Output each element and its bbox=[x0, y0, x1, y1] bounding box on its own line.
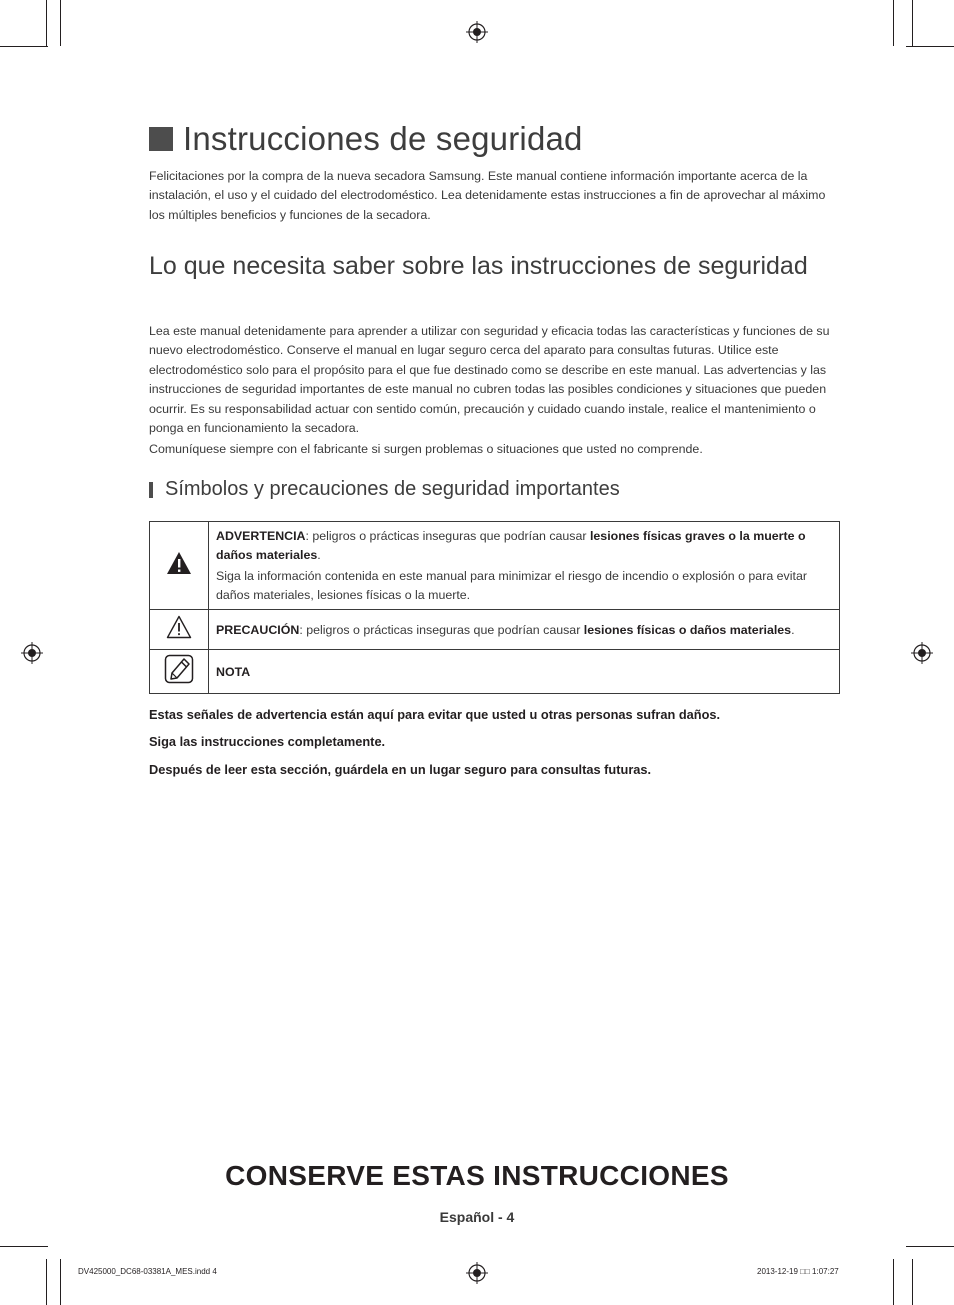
title-square-icon bbox=[149, 127, 173, 151]
table-row bbox=[150, 522, 840, 610]
slug-timestamp: 2013-12-19 □□ 1:07:27 bbox=[757, 1267, 839, 1276]
crop-mark bbox=[60, 0, 61, 46]
caution-end: . bbox=[791, 622, 795, 637]
section-paragraph-1: Lea este manual detenidamente para aprender a utilizar con seguridad y eficacia todas las características y funciones de su nuevo electrodoméstico. Conserve el manual en lugar seguro cerca del aparato para consultas futuras. Utilice este electrodoméstico solo para el propósito para el que fue destinado como se describe en este manual. Las advertencias y las instrucciones de seguridad importantes de este manual no cubren todas las posibles condiciones y situaciones que pueden ocurrir. Es su responsabilidad actuar con sentido común, precaución y cuidado cuando instale, realice el mantenimiento o ponga en funcionamiento la secadora. bbox=[149, 324, 830, 436]
closing-line-3: Después de leer esta sección, guárdela en un lugar seguro para consultas futuras. bbox=[149, 762, 652, 777]
warning-filled-icon bbox=[166, 551, 192, 575]
caution-text: : peligros o prácticas inseguras que podrían causar bbox=[299, 622, 584, 637]
crop-mark bbox=[912, 1259, 913, 1305]
warning-line bbox=[216, 527, 829, 565]
crop-mark bbox=[893, 1259, 894, 1305]
section-heading: Lo que necesita saber sobre las instrucciones de seguridad bbox=[149, 252, 808, 280]
crop-mark bbox=[893, 0, 894, 46]
heading-bar-icon bbox=[149, 482, 153, 498]
slug-filename: DV425000_DC68-03381A_MES.indd 4 bbox=[78, 1267, 217, 1276]
warning-icon-cell bbox=[150, 522, 209, 610]
page-title-text: Instrucciones de seguridad bbox=[183, 120, 583, 157]
crop-mark bbox=[906, 1246, 954, 1247]
crop-mark bbox=[906, 46, 954, 47]
registration-mark-icon bbox=[466, 1262, 488, 1284]
warning-emphasis: lesiones físicas graves o la muerte o daños materiales bbox=[216, 529, 806, 562]
note-pencil-icon bbox=[164, 654, 194, 684]
warning-text: : peligros o prácticas inseguras que podrían causar bbox=[305, 529, 590, 543]
caution-icon-cell bbox=[150, 610, 209, 650]
symbols-table bbox=[149, 521, 840, 694]
symbols-heading bbox=[149, 478, 620, 501]
registration-mark-icon bbox=[21, 642, 43, 664]
footer-title: CONSERVE ESTAS INSTRUCCIONES bbox=[225, 1160, 729, 1191]
warning-end: . bbox=[317, 548, 321, 562]
page-title bbox=[149, 120, 583, 158]
caution-text-cell bbox=[209, 610, 840, 650]
intro-paragraph: Felicitaciones por la compra de la nueva secadora Samsung. Este manual contiene información importante acerca de la instalación, el uso y el cuidado del electrodoméstico. Lea detenidamente estas instrucciones a fin de aprovechar al máximo los múltiples beneficios y funciones de la secadora. bbox=[149, 169, 826, 222]
crop-mark bbox=[46, 1259, 47, 1305]
symbols-heading-text: Símbolos y precauciones de seguridad importantes bbox=[165, 478, 620, 500]
note-text-cell bbox=[209, 650, 840, 694]
warning-detail: Siga la información contenida en este manual para minimizar el riesgo de incendio o explosión o para evitar daños materiales, lesiones físicas o la muerte. bbox=[216, 569, 807, 602]
crop-mark bbox=[0, 46, 48, 47]
section-paragraph-2: Comuníquese siempre con el fabricante si surgen problemas o situaciones que usted no comprende. bbox=[149, 442, 703, 456]
closing-line-2: Siga las instrucciones completamente. bbox=[149, 734, 386, 749]
crop-mark bbox=[912, 0, 913, 46]
note-label: NOTA bbox=[216, 664, 251, 679]
caution-emphasis: lesiones físicas o daños materiales bbox=[583, 622, 792, 637]
note-icon-cell bbox=[150, 650, 209, 694]
registration-mark-icon bbox=[466, 21, 488, 43]
closing-line-1: Estas señales de advertencia están aquí para evitar que usted u otras personas sufran daños. bbox=[149, 707, 721, 722]
table-row bbox=[150, 610, 840, 650]
crop-mark bbox=[46, 0, 47, 46]
warning-text-cell bbox=[209, 522, 840, 610]
caution-outline-icon bbox=[166, 615, 192, 639]
crop-mark bbox=[0, 1246, 48, 1247]
caution-label: PRECAUCIÓN bbox=[216, 622, 300, 637]
crop-mark bbox=[60, 1259, 61, 1305]
page-number: Español - 4 bbox=[439, 1209, 515, 1225]
registration-mark-icon bbox=[911, 642, 933, 664]
warning-label: ADVERTENCIA bbox=[216, 529, 306, 543]
table-row bbox=[150, 650, 840, 694]
